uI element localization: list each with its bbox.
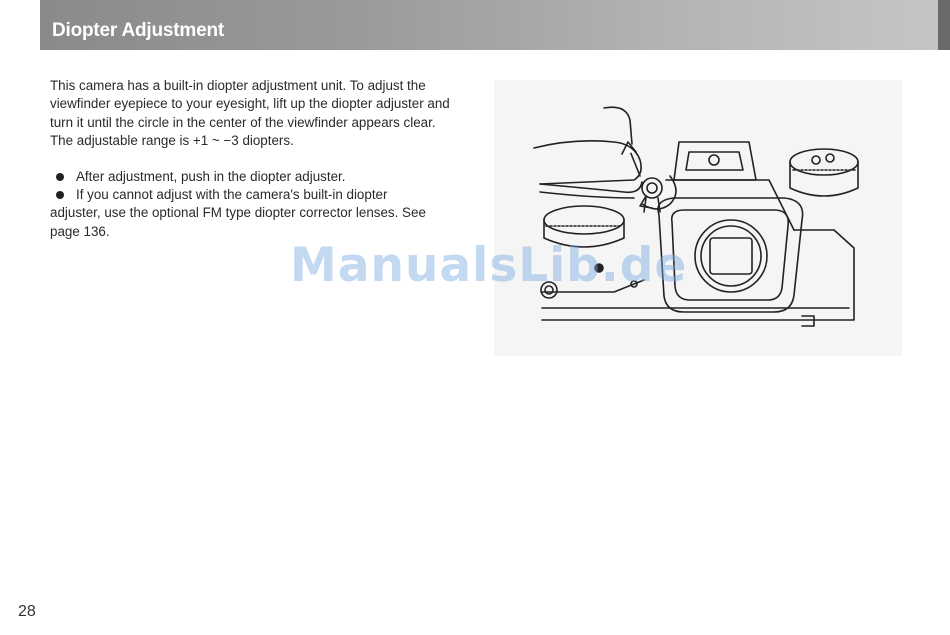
bullet-continuation: adjuster, use the optional FM type diopter corrector lenses. See page 136. — [50, 205, 426, 239]
header-bar — [40, 0, 950, 50]
page-title: Diopter Adjustment — [52, 20, 224, 41]
bullet-icon — [56, 173, 64, 181]
page-number: 28 — [18, 603, 36, 620]
bullet-item — [50, 186, 450, 204]
watermark: ManualsLib.de — [290, 238, 688, 293]
bullet-item — [50, 168, 450, 186]
body-text — [50, 77, 450, 241]
intro-paragraph: This camera has a built-in diopter adjustment unit. To adjust the viewfinder eyepiece to your eyesight, lift up the diopter adjuster and turn it until the circle in the center of the viewfinder appears clear. The adjustable range is +1 ~ −3 diopters. — [50, 78, 450, 149]
camera-illustration — [494, 80, 902, 356]
header-edge — [938, 0, 950, 50]
bullet-text: If you cannot adjust with the camera's built-in diopter — [76, 187, 388, 203]
bullet-text: After adjustment, push in the diopter adjuster. — [76, 168, 346, 184]
bullet-icon — [56, 191, 64, 199]
camera-diopter-drawing — [494, 80, 902, 356]
